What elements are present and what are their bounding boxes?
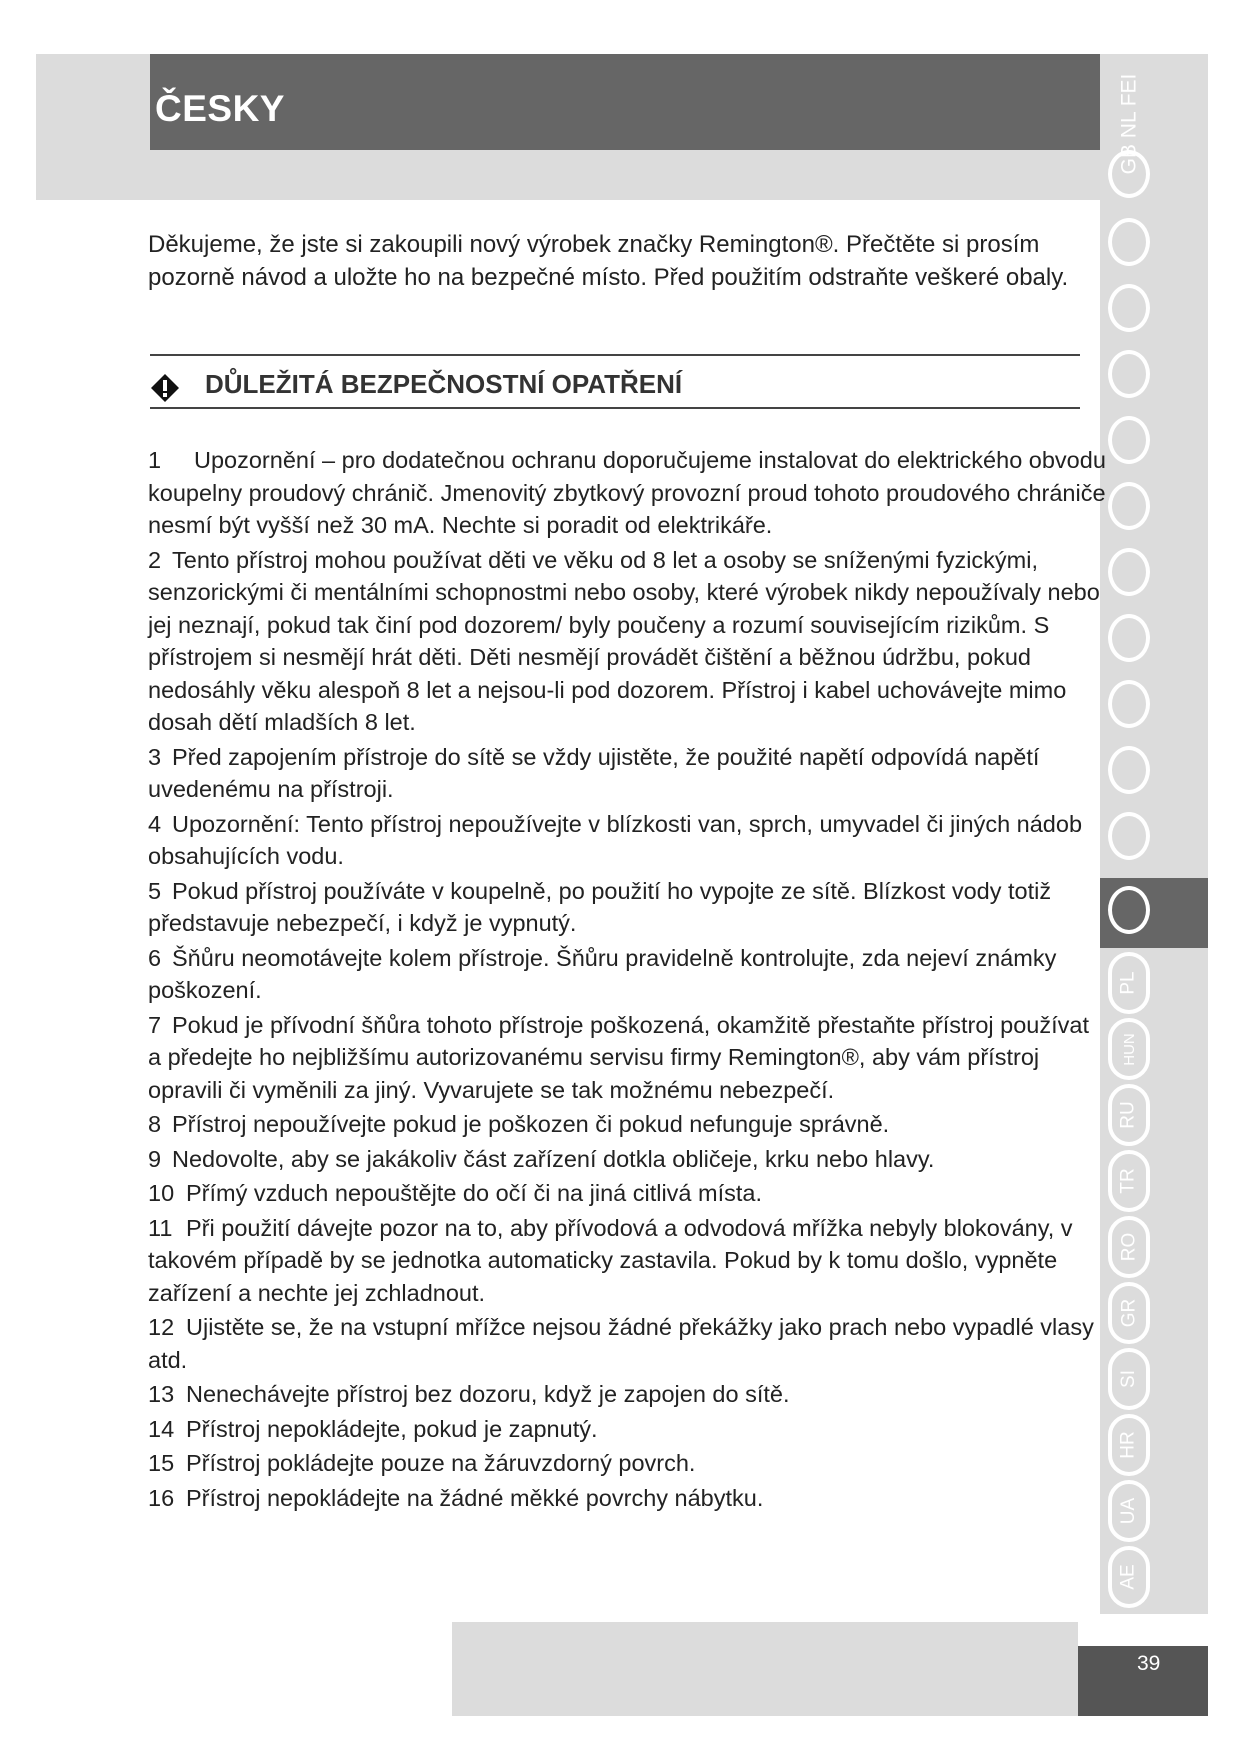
language-tab-circle[interactable] — [1108, 680, 1150, 728]
list-item: 3 Před zapojením přístroje do sítě se vždy ujistěte, že použité napětí odpovídá napětí uvedenému na přístroji. — [148, 743, 1040, 802]
language-tab-tr[interactable]: TR — [1108, 1150, 1150, 1212]
title-bar — [150, 54, 1100, 150]
language-tab-pl[interactable]: PL — [1108, 952, 1150, 1014]
section-heading: DŮLEŽITÁ BEZPEČNOSTNÍ OPATŘENÍ — [205, 369, 683, 399]
language-tab-circle[interactable] — [1108, 150, 1150, 198]
list-item: 1 Upozornění – pro dodatečnou ochranu doporučujeme instalovat do elektrického obvodu koupelny proudový chránič. Jmenovitý zbytkový provozní proud tohoto proudového chrániče nesmí být vyšší než 30 mA. Nechte si poradit od elektrikáře. — [148, 447, 1106, 538]
list-item: 12 Ujistěte se, že na vstupní mřížce nejsou žádné překážky jako prach nebo vypadlé vlasy atd. — [148, 1314, 1094, 1373]
language-tab-ae[interactable]: AE — [1108, 1546, 1150, 1608]
language-tab-circle[interactable] — [1108, 812, 1150, 860]
list-item: 16 Přístroj nepokládejte na žádné měkké povrchy nábytku. — [148, 1484, 764, 1511]
language-tab-ro[interactable]: RO — [1108, 1216, 1150, 1278]
side-top-label: GB NL FEI — [1117, 73, 1140, 175]
list-item: 15 Přístroj pokládejte pouze na žáruvzdorný povrch. — [148, 1450, 696, 1476]
page-title: ČESKY — [155, 88, 285, 129]
language-tab-hun[interactable]: HUN — [1108, 1018, 1150, 1080]
list-item: 2 Tento přístroj mohou používat děti ve věku od 8 let a osoby se sníženými fyzickými, senzorickými či mentálními schopnostmi nebo osoby, které výrobek nikdy nepoužívaly nebo jej neznají, pokud tak činí pod dozorem/ byly poučeny a rozumí souvisejícím rizikům. S přístrojem si nesmějí hrát děti. Děti nesmějí provádět čištění a běžnou údržbu, pokud nedosáhly věku alespoň 8 let a nejsou-li pod dozorem. Přístroj i kabel uchovávejte mimo dosah dětí mladších 8 let. — [148, 546, 1100, 735]
heading-rule-bottom — [150, 407, 1080, 409]
safety-list — [148, 444, 1108, 1516]
language-tab-hr[interactable]: HR — [1108, 1414, 1150, 1476]
language-tab-circle[interactable] — [1108, 416, 1150, 464]
list-item: 7 Pokud je přívodní šňůra tohoto přístroje poškozená, okamžitě přestaňte přístroj používat a předejte ho nejbližšímu autorizovanému servisu firmy Remington®, aby vám přístroj opravili či vyměnili za jiný. Vyvarujete se tak možnému nebezpečí. — [148, 1011, 1090, 1103]
list-item: 5 Pokud přístroj používáte v koupelně, po použití ho vypojte ze sítě. Blízkost vody totiž představuje nebezpečí, i když je vypnutý. — [148, 877, 1052, 936]
list-item: 10 Přímý vzduch nepouštějte do očí či na jiná citlivá místa. — [148, 1180, 763, 1206]
language-tab-circle[interactable] — [1108, 548, 1150, 596]
language-tab-ru[interactable]: RU — [1108, 1084, 1150, 1146]
language-tab-gr[interactable]: GR — [1108, 1282, 1150, 1344]
heading-rule-top — [150, 354, 1080, 356]
intro-paragraph: Děkujeme, že jste si zakoupili nový výrobek značky Remington®. Přečtěte si prosím pozorně návod a uložte ho na bezpečné místo. Před použitím odstraňte veškeré obaly. — [148, 231, 1069, 291]
list-item: 9 Nedovolte, aby se jakákoliv část zařízení dotkla obličeje, krku nebo hlavy. — [148, 1145, 935, 1172]
warning-icon — [150, 373, 180, 403]
list-item: 11 Při použití dávejte pozor na to, aby přívodová a odvodová mřížka nebyly blokovány, v takovém případě by se jednotka automaticky zastavila. Pokud by k tomu došlo, vypněte zařízení a nechte jej zchladnout. — [148, 1214, 1073, 1306]
page-number: 39 — [1137, 1652, 1161, 1675]
language-tab-si[interactable]: SI — [1108, 1348, 1150, 1410]
language-tab-circle[interactable] — [1108, 350, 1150, 398]
language-tab-circle[interactable] — [1108, 746, 1150, 794]
language-tab-ua[interactable]: UA — [1108, 1480, 1150, 1542]
language-tab-circle[interactable] — [1108, 482, 1150, 530]
language-tab-circle[interactable] — [1108, 284, 1150, 332]
list-item: 13 Nenechávejte přístroj bez dozoru, když je zapojen do sítě. — [148, 1381, 790, 1407]
list-item: 6 Šňůru neomotávejte kolem přístroje. Šňůru pravidelně kontrolujte, zda nejeví známky poškození. — [148, 944, 1057, 1003]
list-item: 14 Přístroj nepokládejte, pokud je zapnutý. — [148, 1415, 598, 1442]
language-tab-circle[interactable] — [1108, 614, 1150, 662]
language-tab-active-circle[interactable] — [1108, 886, 1150, 934]
list-item: 8 Přístroj nepoužívejte pokud je poškozen či pokud nefunguje správně. — [148, 1111, 890, 1137]
language-tab-circle[interactable] — [1108, 218, 1150, 266]
footer-band — [452, 1622, 1078, 1716]
list-item: 4 Upozornění: Tento přístroj nepoužívejte v blízkosti van, sprch, umyvadel či jiných nádob obsahujících vodu. — [148, 810, 1083, 869]
